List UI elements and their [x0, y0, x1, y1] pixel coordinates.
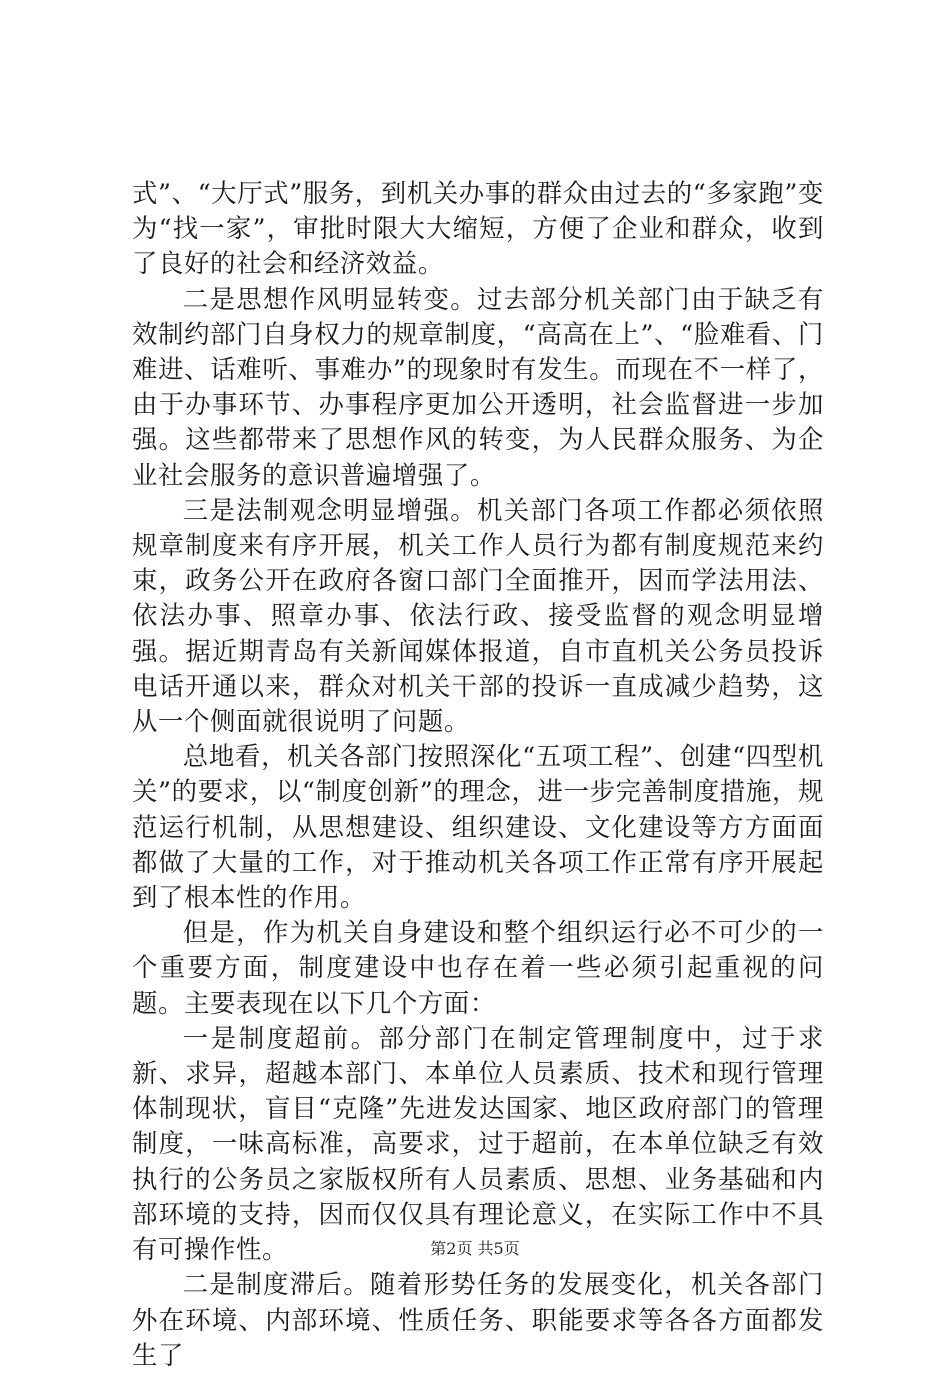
- paragraph-7: 二是制度滞后。随着形势任务的发展变化，机关各部门外在环境、内部环境、性质任务、职能要求等各各方面都发生了: [132, 1269, 824, 1370]
- page-number: 第2页 共5页: [430, 1239, 520, 1258]
- paragraph-4: 总地看，机关各部门按照深化“五项工程”、创建“四型机关”的要求，以“制度创新”的理念，进一步完善制度措施，规范运行机制，从思想建设、组织建设、文化建设等方方面面都做了大量的工作，对于推动机关各项工作正常有序开展起到了根本性的作用。: [132, 741, 824, 913]
- paragraph-2: 二是思想作风明显转变。过去部分机关部门由于缺乏有效制约部门自身权力的规章制度，“高高在上”、“脸难看、门难进、话难听、事难办”的现象时有发生。而现在不一样了，由于办事环节、办事程序更加公开透明，社会监督进一步加强。这些都带来了思想作风的转变，为人民群众服务、为企业社会服务的意识普遍增强了。: [132, 283, 824, 490]
- paragraph-1: 式”、“大厅式”服务，到机关办事的群众由过去的“多家跑”变为“找一家”，审批时限大大缩短，方便了企业和群众，收到了良好的社会和经济效益。: [132, 178, 824, 279]
- paragraph-5: 但是，作为机关自身建设和整个组织运行必不可少的一个重要方面，制度建设中也存在着一些必须引起重视的问题。主要表现在以下几个方面：: [132, 917, 824, 1018]
- paragraph-3: 三是法制观念明显增强。机关部门各项工作都必须依照规章制度来有序开展，机关工作人员行为都有制度规范来约束，政务公开在政府各窗口部门全面推开，因而学法用法、依法办事、照章办事、依法行政、接受监督的观念明显增强。据近期青岛有关新闻媒体报道，自市直机关公务员投诉电话开通以来，群众对机关干部的投诉一直成减少趋势，这从一个侧面就很说明了问题。: [132, 494, 824, 737]
- document-body: [132, 176, 824, 1373]
- page-footer: [0, 1236, 950, 1259]
- paragraph-6: 一是制度超前。部分部门在制定管理制度中，过于求新、求异，超越本部门、本单位人员素质、技术和现行管理体制现状，盲目“克隆”先进发达国家、地区政府部门的管理制度，一味高标准，高要求，过于超前，在本单位缺乏有效执行的公务员之家版权所有人员素质、思想、业务基础和内部环境的支持，因而仅仅具有理论意义，在实际工作中不具有可操作性。: [132, 1022, 824, 1265]
